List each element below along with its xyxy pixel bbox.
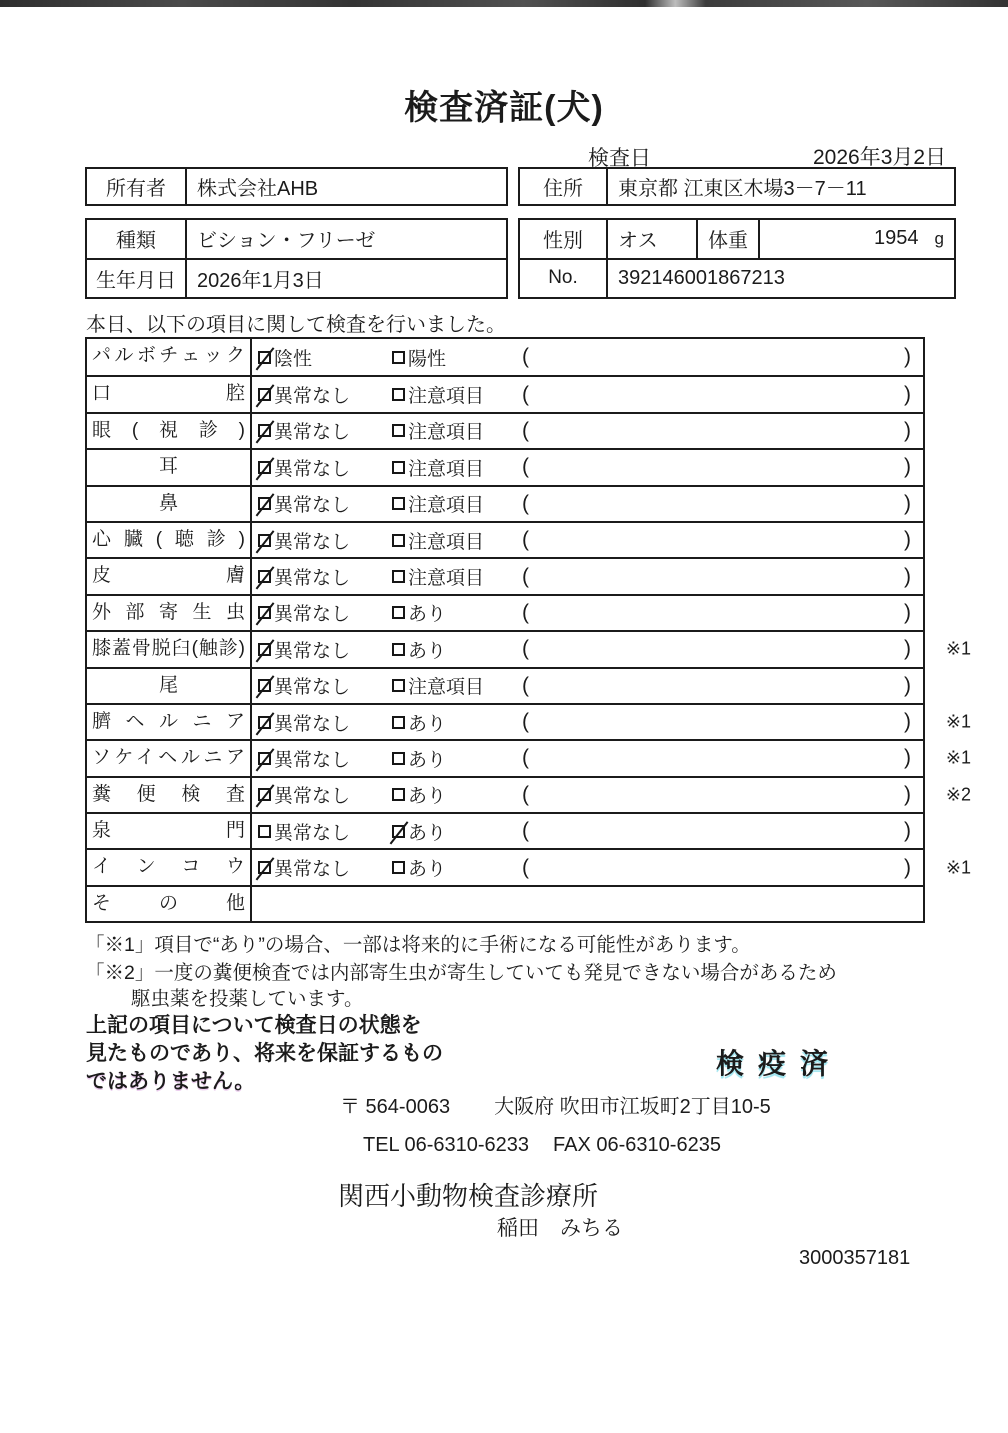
- checklist-row-label: 耳: [87, 450, 252, 484]
- paren-close-icon: ): [904, 819, 911, 843]
- address-label: 住所: [520, 169, 608, 204]
- checked-option: [258, 781, 392, 808]
- clinic-postal-address: [340, 1090, 771, 1119]
- checklist-row-body: [252, 705, 923, 739]
- no-value: 392146001867213: [618, 266, 785, 289]
- checklist-row-body: [252, 414, 923, 448]
- option-label: 異常なし: [274, 531, 351, 553]
- checklist-row: [87, 885, 923, 921]
- checked-option: [258, 599, 392, 626]
- checkbox-icon: [392, 534, 405, 547]
- paren-close-icon: ): [904, 382, 911, 406]
- checklist-row: [87, 448, 923, 484]
- checked-option: [258, 527, 392, 554]
- owner-label: 所有者: [87, 169, 187, 204]
- checklist-row-body: [252, 669, 923, 703]
- checklist-row-label: 膝蓋骨脱臼(触診): [87, 632, 252, 666]
- quarantine-stamp: 検疫済: [716, 1048, 843, 1079]
- option-label: 異常なし: [274, 640, 351, 662]
- checkbox-checked-icon: [258, 351, 271, 364]
- footnote-1: 「※1」項目で“あり”の場合、一部は将来的に手術になる可能性があります。: [85, 934, 751, 956]
- checkbox-icon: [392, 643, 405, 656]
- weight-unit: g: [934, 228, 944, 248]
- option-label: 注意項目: [408, 458, 485, 480]
- checklist-row-label: インコウ: [87, 850, 252, 884]
- checkbox-icon: [392, 461, 405, 474]
- checked-option: [258, 490, 392, 517]
- checked-option: [258, 381, 392, 408]
- paren-close-icon: ): [904, 782, 911, 806]
- option-label: 注意項目: [408, 568, 485, 590]
- checklist-row-label: 鼻: [87, 487, 252, 521]
- unchecked-option: [392, 527, 522, 554]
- option-label: あり: [408, 604, 447, 626]
- checkbox-checked-icon: [258, 461, 271, 474]
- footnote-marker: ※1: [945, 638, 971, 659]
- checkbox-icon: [392, 497, 405, 510]
- unchecked-option: [392, 854, 522, 881]
- option-label: あり: [408, 749, 447, 771]
- address-block: [518, 167, 956, 206]
- checkbox-checked-icon: [258, 861, 271, 874]
- weight-cell: [760, 220, 954, 258]
- footnote-2: 「※2」一度の糞便検査では内部寄生虫が寄生していても発見できない場合があるため: [85, 962, 837, 984]
- serial-number: 3000357181: [799, 1247, 911, 1269]
- paren-close-icon: ): [904, 564, 911, 588]
- owner-value: 株式会社AHB: [197, 178, 319, 200]
- checklist-row-label: 臍ヘルニア: [87, 705, 252, 739]
- paren-close-icon: ): [904, 491, 911, 515]
- checklist-row-label: その他: [87, 887, 252, 921]
- paren-close-icon: ): [904, 418, 911, 442]
- checked-option: [258, 454, 392, 481]
- option-label: 注意項目: [408, 677, 485, 699]
- checkbox-icon: [258, 825, 271, 838]
- checklist-row-body: [252, 814, 923, 848]
- birth-value: 2026年1月3日: [197, 269, 324, 292]
- option-label: 異常なし: [274, 822, 351, 844]
- paren-open-icon: (: [522, 418, 529, 442]
- checklist-row-label: 外部寄生虫: [87, 596, 252, 630]
- weight-value: 1954: [874, 227, 919, 250]
- paren-open-icon: (: [522, 382, 529, 406]
- option-label: あり: [408, 859, 447, 881]
- checklist-row-body: [252, 523, 923, 557]
- option-label: 異常なし: [274, 749, 351, 771]
- inspection-date-value: 2026年3月2日: [813, 146, 947, 169]
- checklist-row: [87, 848, 971, 884]
- checkbox-icon: [392, 716, 405, 729]
- checkbox-icon: [392, 351, 405, 364]
- breed-label: 種類: [87, 220, 187, 258]
- option-label: 注意項目: [408, 531, 485, 553]
- checklist-row: [87, 339, 923, 375]
- checklist-row: [87, 557, 923, 593]
- paren-open-icon: (: [522, 345, 529, 369]
- option-label: あり: [408, 822, 447, 844]
- checkbox-icon: [392, 388, 405, 401]
- paren-open-icon: (: [522, 746, 529, 770]
- checklist-row-body: [252, 377, 923, 411]
- checklist-row-body: [252, 450, 923, 484]
- checkbox-icon: [392, 861, 405, 874]
- disclaimer-line-3: ではありません。: [86, 1070, 256, 1093]
- checkbox-checked-icon: [258, 570, 271, 583]
- paren-open-icon: (: [522, 455, 529, 479]
- checklist-row-label: パルボチェック: [87, 339, 252, 375]
- option-label: 異常なし: [274, 677, 351, 699]
- option-label: 異常なし: [274, 422, 351, 444]
- page-title: 検査済証(犬): [404, 89, 604, 127]
- checklist-row-body: [252, 741, 923, 775]
- checklist-row-body: [252, 339, 923, 375]
- option-label: 異常なし: [274, 568, 351, 590]
- unchecked-option: [392, 454, 522, 481]
- option-label: あり: [408, 713, 447, 735]
- checkbox-checked-icon: [258, 643, 271, 656]
- checklist-row-label: 泉門: [87, 814, 252, 848]
- checklist-row: [87, 703, 971, 739]
- paren-close-icon: ): [904, 528, 911, 552]
- paren-open-icon: (: [522, 637, 529, 661]
- breed-birth-block: [85, 218, 508, 299]
- weight-label: 体重: [698, 220, 760, 258]
- checklist-table: [85, 337, 971, 923]
- paren-close-icon: ): [904, 673, 911, 697]
- checklist-row: [87, 776, 971, 812]
- unchecked-option: [392, 745, 522, 772]
- clinic-tel-fax: [363, 1134, 721, 1157]
- unchecked-option: [258, 818, 392, 845]
- checkbox-icon: [392, 679, 405, 692]
- clinic-fax: FAX 06-6310-6235: [553, 1134, 721, 1156]
- footnote-2-continued: 駆虫薬を投薬しています。: [131, 988, 364, 1010]
- checked-option: [258, 709, 392, 736]
- checkbox-icon: [392, 606, 405, 619]
- checklist-row: [87, 812, 923, 848]
- checklist-row-label: 眼(視診): [87, 414, 252, 448]
- option-label: 異常なし: [274, 713, 351, 735]
- option-label: 異常なし: [274, 458, 351, 480]
- unchecked-option: [392, 381, 522, 408]
- footnote-marker: ※1: [945, 857, 971, 878]
- paren-close-icon: ): [904, 637, 911, 661]
- option-label: 陽性: [408, 348, 447, 370]
- checklist-row-body: [252, 632, 923, 666]
- checkbox-checked-icon: [258, 606, 271, 619]
- paren-open-icon: (: [522, 855, 529, 879]
- checkbox-checked-icon: [258, 716, 271, 729]
- checklist-row-body: [252, 778, 923, 812]
- footnote-marker: ※2: [945, 784, 971, 805]
- unchecked-option: [392, 417, 522, 444]
- checkbox-checked-icon: [258, 497, 271, 510]
- checkbox-checked-icon: [258, 388, 271, 401]
- checkbox-checked-icon: [258, 788, 271, 801]
- paren-open-icon: (: [522, 819, 529, 843]
- intro-text: 本日、以下の項目に関して検査を行いました。: [86, 314, 506, 336]
- checklist-row-body: [252, 559, 923, 593]
- checklist-row: [87, 485, 923, 521]
- option-label: 異常なし: [274, 786, 351, 808]
- footnote-marker: ※1: [945, 747, 971, 768]
- unchecked-option: [392, 599, 522, 626]
- option-label: 注意項目: [408, 422, 485, 444]
- owner-address-table: [85, 167, 956, 206]
- checkbox-icon: [392, 788, 405, 801]
- checklist-row: [87, 667, 923, 703]
- checklist-row-label: ソケイヘルニア: [87, 741, 252, 775]
- checked-option: [258, 636, 392, 663]
- checklist-row: [87, 739, 971, 775]
- checked-option: [258, 745, 392, 772]
- option-label: 異常なし: [274, 386, 351, 408]
- checklist-row-body: [252, 887, 923, 921]
- postal-code: 〒 564-0063: [340, 1096, 451, 1118]
- veterinarian-name: 稲田 みちる: [497, 1217, 623, 1240]
- checked-option: [258, 563, 392, 590]
- paren-close-icon: ): [904, 710, 911, 734]
- paren-close-icon: ): [904, 455, 911, 479]
- option-label: 異常なし: [274, 495, 351, 517]
- checked-option: [258, 344, 392, 371]
- paren-open-icon: (: [522, 491, 529, 515]
- checkbox-checked-icon: [258, 424, 271, 437]
- checkbox-icon: [392, 570, 405, 583]
- checklist-row-label: 心臓(聴診): [87, 523, 252, 557]
- unchecked-option: [392, 563, 522, 590]
- checkbox-icon: [392, 752, 405, 765]
- sex-label: 性別: [520, 220, 608, 258]
- checkbox-checked-icon: [258, 534, 271, 547]
- birth-label: 生年月日: [87, 260, 187, 298]
- checked-option: [258, 417, 392, 444]
- disclaimer-line-2: 見たものであり、将来を保証するもの: [86, 1042, 443, 1065]
- clinic-tel: TEL 06-6310-6233: [363, 1134, 530, 1156]
- checked-option: [258, 672, 392, 699]
- unchecked-option: [392, 781, 522, 808]
- checked-option: [392, 818, 522, 845]
- checklist-row: [87, 412, 923, 448]
- paren-open-icon: (: [522, 600, 529, 624]
- no-label: No.: [520, 260, 608, 298]
- breed-value: ビション・フリーゼ: [197, 230, 376, 253]
- option-label: 陰性: [274, 348, 313, 370]
- unchecked-option: [392, 636, 522, 663]
- unchecked-option: [392, 490, 522, 517]
- paren-close-icon: ): [904, 855, 911, 879]
- paren-open-icon: (: [522, 673, 529, 697]
- clinic-name: 関西小動物検査診療所: [338, 1181, 599, 1211]
- disclaimer-line-1: 上記の項目について検査日の状態を: [86, 1014, 422, 1037]
- unchecked-option: [392, 672, 522, 699]
- checklist-row-body: [252, 850, 923, 884]
- checklist-row-label: 口腔: [87, 377, 252, 411]
- inspection-date-label: 検査日: [588, 147, 651, 170]
- checklist-row: [87, 594, 923, 630]
- checkbox-checked-icon: [392, 825, 405, 838]
- option-label: 異常なし: [274, 604, 351, 626]
- paren-close-icon: ): [904, 746, 911, 770]
- checklist-row-label: 糞便検査: [87, 778, 252, 812]
- paren-open-icon: (: [522, 782, 529, 806]
- option-label: あり: [408, 786, 447, 808]
- owner-block: [85, 167, 508, 206]
- option-label: 注意項目: [408, 495, 485, 517]
- address-value: 東京都 江東区木場3－7－11: [618, 178, 867, 200]
- checklist-row-body: [252, 487, 923, 521]
- paren-open-icon: (: [522, 564, 529, 588]
- checklist-row: [87, 521, 923, 557]
- checkbox-checked-icon: [258, 679, 271, 692]
- checklist-row: [87, 375, 923, 411]
- checklist-row-label: 皮膚: [87, 559, 252, 593]
- clinic-address: 大阪府 吹田市江坂町2丁目10-5: [494, 1096, 771, 1118]
- checklist-row-body: [252, 596, 923, 630]
- checkbox-icon: [392, 424, 405, 437]
- checkbox-checked-icon: [258, 752, 271, 765]
- checklist-row-label: 尾: [87, 669, 252, 703]
- paren-close-icon: ): [904, 600, 911, 624]
- paren-open-icon: (: [522, 710, 529, 734]
- checked-option: [258, 854, 392, 881]
- footnote-marker: ※1: [945, 711, 971, 732]
- animal-info-table: [85, 218, 956, 299]
- unchecked-option: [392, 709, 522, 736]
- unchecked-option: [392, 344, 522, 371]
- option-label: 異常なし: [274, 859, 351, 881]
- checklist-row: [87, 630, 971, 666]
- sex-value: オス: [608, 220, 698, 258]
- paren-close-icon: ): [904, 345, 911, 369]
- scan-artifact-strip: [0, 0, 1008, 7]
- option-label: 注意項目: [408, 386, 485, 408]
- paren-open-icon: (: [522, 528, 529, 552]
- sex-weight-no-block: [518, 218, 956, 299]
- option-label: あり: [408, 640, 447, 662]
